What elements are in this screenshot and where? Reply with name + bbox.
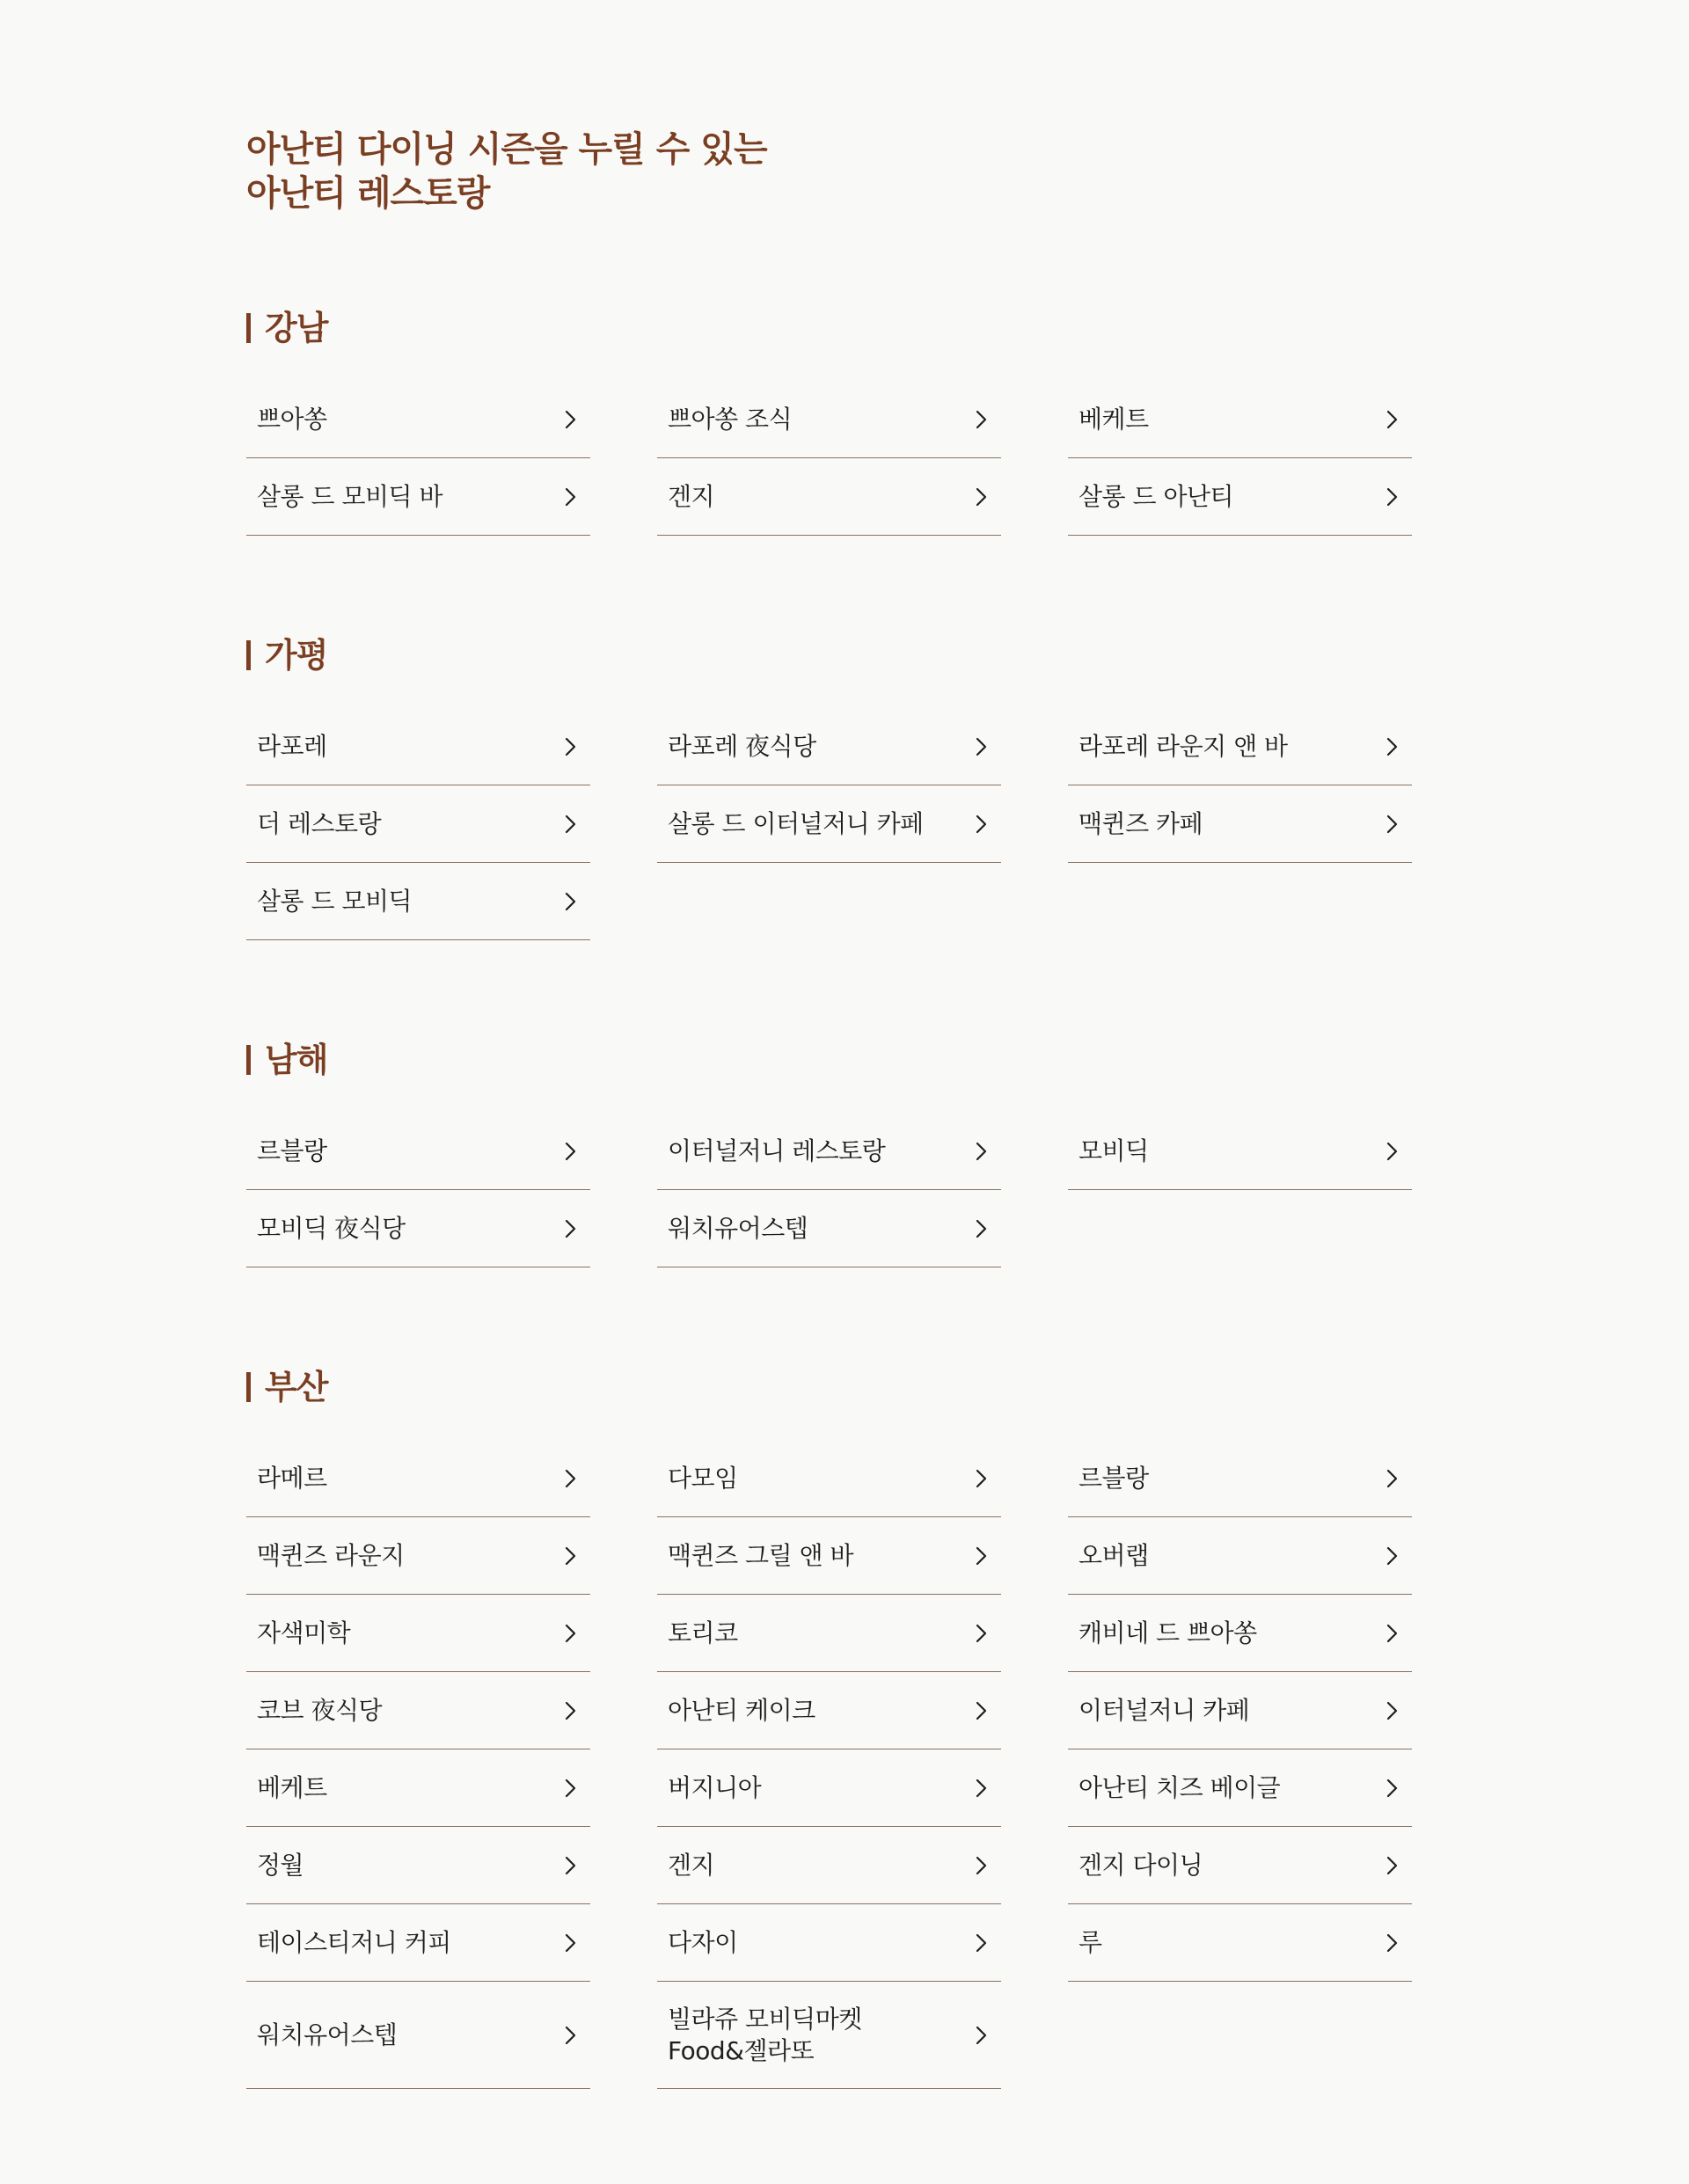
chevron-right-icon bbox=[969, 2023, 994, 2048]
restaurant-name: 토리코 bbox=[668, 1618, 738, 1647]
restaurant-link[interactable] bbox=[657, 708, 1001, 785]
restaurant-link[interactable] bbox=[657, 1113, 1001, 1190]
restaurant-grid bbox=[246, 1440, 1412, 2089]
chevron-right-icon bbox=[1380, 1466, 1405, 1491]
restaurant-name: 살롱 드 모비딕 bbox=[257, 886, 413, 916]
chevron-right-icon bbox=[559, 1698, 583, 1723]
restaurant-link[interactable] bbox=[657, 1904, 1001, 1982]
restaurant-name: 아난티 케이크 bbox=[668, 1695, 815, 1725]
restaurant-link[interactable] bbox=[246, 1113, 590, 1190]
restaurant-link[interactable] bbox=[246, 1749, 590, 1827]
restaurant-name: 라포레 라운지 앤 바 bbox=[1078, 731, 1288, 761]
chevron-right-icon bbox=[969, 1139, 994, 1164]
restaurant-name: 이터널저니 카페 bbox=[1078, 1695, 1250, 1725]
restaurant-link[interactable] bbox=[1068, 1517, 1412, 1595]
restaurant-name: 테이스티저니 커피 bbox=[257, 1927, 451, 1957]
restaurant-name: 르블랑 bbox=[257, 1136, 327, 1165]
region-title-bar bbox=[246, 313, 251, 343]
restaurant-name: 베케트 bbox=[1078, 404, 1149, 434]
restaurant-link[interactable] bbox=[246, 785, 590, 863]
chevron-right-icon bbox=[1380, 1776, 1405, 1801]
page-title: 아난티 다이닝 시즌을 누릴 수 있는 아난티 레스토랑 bbox=[246, 129, 767, 214]
chevron-right-icon bbox=[559, 1853, 583, 1878]
region-title bbox=[246, 310, 1425, 346]
region-title-text: 부산 bbox=[265, 1368, 328, 1406]
restaurant-name: 살롱 드 아난티 bbox=[1078, 481, 1234, 511]
restaurant-name: 빌라쥬 모비딕마켓 Food&젤라또 bbox=[668, 2004, 862, 2065]
restaurant-link[interactable] bbox=[246, 381, 590, 458]
restaurant-name: 자색미학 bbox=[257, 1618, 351, 1647]
chevron-right-icon bbox=[1380, 812, 1405, 836]
region-list bbox=[246, 310, 1425, 2089]
region-title-text: 남해 bbox=[265, 1041, 328, 1079]
restaurant-link[interactable] bbox=[1068, 785, 1412, 863]
restaurant-name: 코브 夜식당 bbox=[257, 1695, 383, 1725]
restaurant-link[interactable] bbox=[246, 1190, 590, 1267]
restaurant-name: 라메르 bbox=[257, 1463, 327, 1493]
chevron-right-icon bbox=[559, 1466, 583, 1491]
region-title-text: 가평 bbox=[265, 636, 328, 675]
restaurant-name: 모비딕 夜식당 bbox=[257, 1213, 406, 1243]
region-title bbox=[246, 1042, 1425, 1077]
restaurant-link[interactable] bbox=[657, 1595, 1001, 1672]
restaurant-name: 워치유어스텝 bbox=[257, 2020, 398, 2049]
restaurant-link[interactable] bbox=[657, 381, 1001, 458]
region-title bbox=[246, 1370, 1425, 1405]
chevron-right-icon bbox=[969, 1698, 994, 1723]
restaurant-link[interactable] bbox=[1068, 381, 1412, 458]
restaurant-link[interactable] bbox=[657, 1827, 1001, 1904]
chevron-right-icon bbox=[559, 1621, 583, 1646]
restaurant-name: 쁘아쏭 bbox=[257, 404, 327, 434]
restaurant-link[interactable] bbox=[1068, 1904, 1412, 1982]
region-title-bar bbox=[246, 1045, 251, 1075]
restaurant-link[interactable] bbox=[1068, 1672, 1412, 1749]
restaurant-name: 정월 bbox=[257, 1850, 304, 1880]
restaurant-name: 라포레 bbox=[257, 731, 327, 761]
chevron-right-icon bbox=[969, 1853, 994, 1878]
restaurant-grid bbox=[246, 1113, 1412, 1267]
restaurant-name: 르블랑 bbox=[1078, 1463, 1149, 1493]
restaurant-link[interactable] bbox=[657, 1749, 1001, 1827]
restaurant-link[interactable] bbox=[246, 708, 590, 785]
restaurant-link[interactable] bbox=[246, 1672, 590, 1749]
restaurant-link[interactable] bbox=[657, 785, 1001, 863]
restaurant-name: 맥퀸즈 라운지 bbox=[257, 1540, 405, 1570]
chevron-right-icon bbox=[559, 889, 583, 914]
chevron-right-icon bbox=[559, 1139, 583, 1164]
region-title-bar bbox=[246, 640, 251, 670]
chevron-right-icon bbox=[1380, 1139, 1405, 1164]
chevron-right-icon bbox=[969, 407, 994, 432]
region-section bbox=[246, 1370, 1425, 2089]
restaurant-name: 라포레 夜식당 bbox=[668, 731, 816, 761]
restaurant-link[interactable] bbox=[657, 1517, 1001, 1595]
restaurant-name: 오버랩 bbox=[1078, 1540, 1149, 1570]
restaurant-name: 살롱 드 모비딕 바 bbox=[257, 481, 443, 511]
region-section bbox=[246, 1042, 1425, 1267]
chevron-right-icon bbox=[559, 1931, 583, 1955]
restaurant-link[interactable] bbox=[246, 1595, 590, 1672]
restaurant-grid bbox=[246, 708, 1412, 940]
restaurant-link[interactable] bbox=[657, 1190, 1001, 1267]
restaurant-link[interactable] bbox=[246, 1982, 590, 2089]
restaurant-link[interactable] bbox=[657, 1982, 1001, 2089]
restaurant-link[interactable] bbox=[246, 1827, 590, 1904]
restaurant-link[interactable] bbox=[246, 863, 590, 940]
restaurant-link[interactable] bbox=[1068, 1113, 1412, 1190]
restaurant-link[interactable] bbox=[246, 458, 590, 536]
restaurant-name: 더 레스토랑 bbox=[257, 808, 382, 838]
restaurant-link[interactable] bbox=[246, 1517, 590, 1595]
restaurant-name: 베케트 bbox=[257, 1772, 327, 1802]
chevron-right-icon bbox=[969, 1931, 994, 1955]
chevron-right-icon bbox=[1380, 1853, 1405, 1878]
restaurant-link[interactable] bbox=[1068, 458, 1412, 536]
restaurant-name: 버지니아 bbox=[668, 1772, 762, 1802]
restaurant-list-page bbox=[246, 128, 1425, 2089]
restaurant-link[interactable] bbox=[246, 1440, 590, 1517]
region-title bbox=[246, 638, 1425, 673]
restaurant-link[interactable] bbox=[1068, 1595, 1412, 1672]
chevron-right-icon bbox=[1380, 1698, 1405, 1723]
chevron-right-icon bbox=[969, 1621, 994, 1646]
chevron-right-icon bbox=[969, 485, 994, 509]
restaurant-name: 다자이 bbox=[668, 1927, 738, 1957]
chevron-right-icon bbox=[1380, 1931, 1405, 1955]
restaurant-link[interactable] bbox=[1068, 1440, 1412, 1517]
restaurant-name: 다모임 bbox=[668, 1463, 738, 1493]
chevron-right-icon bbox=[559, 1776, 583, 1801]
chevron-right-icon bbox=[1380, 407, 1405, 432]
chevron-right-icon bbox=[559, 407, 583, 432]
restaurant-name: 아난티 치즈 베이글 bbox=[1078, 1772, 1281, 1802]
chevron-right-icon bbox=[1380, 1544, 1405, 1568]
chevron-right-icon bbox=[559, 2023, 583, 2048]
region-title-text: 강남 bbox=[265, 309, 328, 347]
chevron-right-icon bbox=[559, 1216, 583, 1241]
restaurant-link[interactable] bbox=[657, 1440, 1001, 1517]
chevron-right-icon bbox=[969, 1544, 994, 1568]
chevron-right-icon bbox=[559, 1544, 583, 1568]
restaurant-link[interactable] bbox=[1068, 1827, 1412, 1904]
chevron-right-icon bbox=[1380, 485, 1405, 509]
restaurant-link[interactable] bbox=[1068, 1749, 1412, 1827]
restaurant-name: 워치유어스텝 bbox=[668, 1213, 808, 1243]
chevron-right-icon bbox=[1380, 1621, 1405, 1646]
restaurant-name: 겐지 bbox=[668, 481, 715, 511]
restaurant-name: 살롱 드 이터널저니 카페 bbox=[668, 808, 924, 838]
chevron-right-icon bbox=[559, 734, 583, 759]
restaurant-name: 겐지 bbox=[668, 1850, 715, 1880]
restaurant-link[interactable] bbox=[657, 1672, 1001, 1749]
region-title-bar bbox=[246, 1372, 251, 1402]
chevron-right-icon bbox=[559, 812, 583, 836]
restaurant-name: 루 bbox=[1078, 1927, 1102, 1957]
chevron-right-icon bbox=[969, 1216, 994, 1241]
chevron-right-icon bbox=[1380, 734, 1405, 759]
region-section bbox=[246, 638, 1425, 940]
chevron-right-icon bbox=[559, 485, 583, 509]
chevron-right-icon bbox=[969, 1776, 994, 1801]
restaurant-link[interactable] bbox=[1068, 708, 1412, 785]
restaurant-name: 맥퀸즈 그릴 앤 바 bbox=[668, 1540, 854, 1570]
restaurant-name: 모비딕 bbox=[1078, 1136, 1149, 1165]
restaurant-name: 쁘아쏭 조식 bbox=[668, 404, 793, 434]
restaurant-grid bbox=[246, 381, 1412, 536]
chevron-right-icon bbox=[969, 812, 994, 836]
restaurant-name: 캐비네 드 쁘아쏭 bbox=[1078, 1618, 1257, 1647]
chevron-right-icon bbox=[969, 1466, 994, 1491]
restaurant-link[interactable] bbox=[246, 1904, 590, 1982]
restaurant-name: 겐지 다이닝 bbox=[1078, 1850, 1203, 1880]
restaurant-link[interactable] bbox=[657, 458, 1001, 536]
chevron-right-icon bbox=[969, 734, 994, 759]
region-section bbox=[246, 310, 1425, 536]
restaurant-name: 이터널저니 레스토랑 bbox=[668, 1136, 886, 1165]
restaurant-name: 맥퀸즈 카페 bbox=[1078, 808, 1203, 838]
